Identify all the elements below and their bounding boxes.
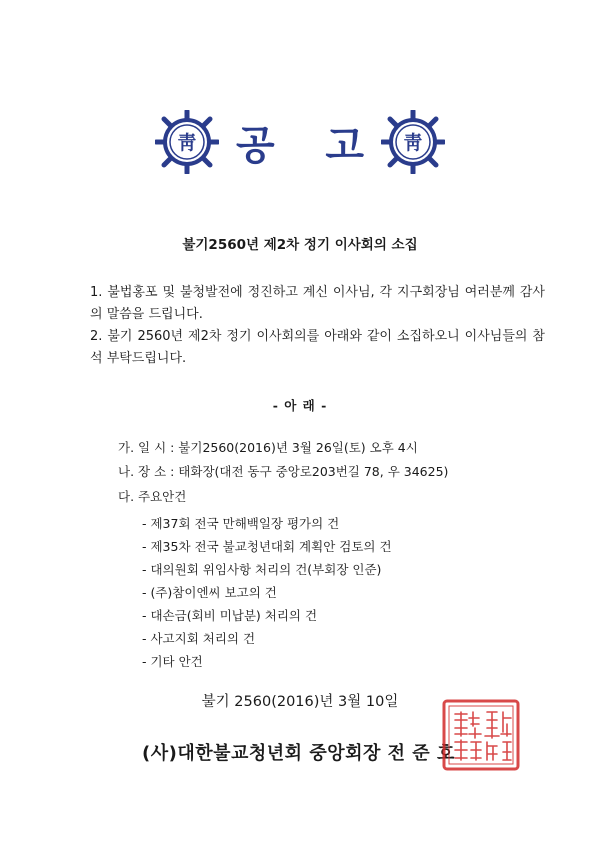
agenda-item: - 사고지회 처리의 건 xyxy=(142,631,256,646)
below-marker: - 아 래 - xyxy=(272,398,328,413)
agenda-item: - 제35차 전국 불교청년대회 계획안 검토의 건 xyxy=(142,539,392,554)
agenda-item: - 대의원회 위임사항 처리의 건(부회장 인준) xyxy=(142,562,382,577)
agenda-item: - 제37회 전국 만해백일장 평가의 건 xyxy=(142,516,340,531)
official-seal-icon xyxy=(441,698,521,772)
agenda-heading: 다. 주요안건 xyxy=(118,489,187,504)
agenda-item: - 기타 안건 xyxy=(142,654,203,669)
notice-title-char: 고 xyxy=(325,121,364,169)
document-heading: 불기2560년 제2차 정기 이사회의 소집 xyxy=(182,237,418,253)
meeting-date: 가. 일 시 : 불기2560(2016)년 3월 26일(토) 오후 4시 xyxy=(118,440,418,455)
agenda-item: - (주)참이엔씨 보고의 건 xyxy=(142,585,277,600)
paragraph-2: 2. 불기 2560년 제2차 정기 이사회의를 아래와 같이 소집하오니 이사님들의 참석 부탁드립니다. xyxy=(90,329,545,366)
issue-date: 불기 2560(2016)년 3월 10일 xyxy=(201,694,399,710)
notice-header xyxy=(0,100,600,180)
dharma-wheel-emblem-icon xyxy=(155,110,219,174)
dharma-wheel-emblem-icon xyxy=(381,110,445,174)
meeting-place: 나. 장 소 : 태화장(대전 동구 중앙로203번길 78, 우 34625) xyxy=(118,464,449,479)
notice-title-char: 공 xyxy=(236,121,275,169)
signature-line: (사)대한불교청년회 중앙회장 전 준 호 xyxy=(142,743,455,764)
agenda-list xyxy=(142,512,392,673)
emblem-character: 靑 xyxy=(177,132,197,154)
paragraph-1: 1. 불법홍포 및 불청발전에 정진하고 계신 이사님, 각 지구회장님 여러분께 감사의 말씀을 드립니다. xyxy=(90,285,545,322)
notice-title xyxy=(236,106,364,178)
agenda-item: - 대손금(회비 미납분) 처리의 건 xyxy=(142,608,318,623)
emblem-character: 靑 xyxy=(403,132,423,154)
